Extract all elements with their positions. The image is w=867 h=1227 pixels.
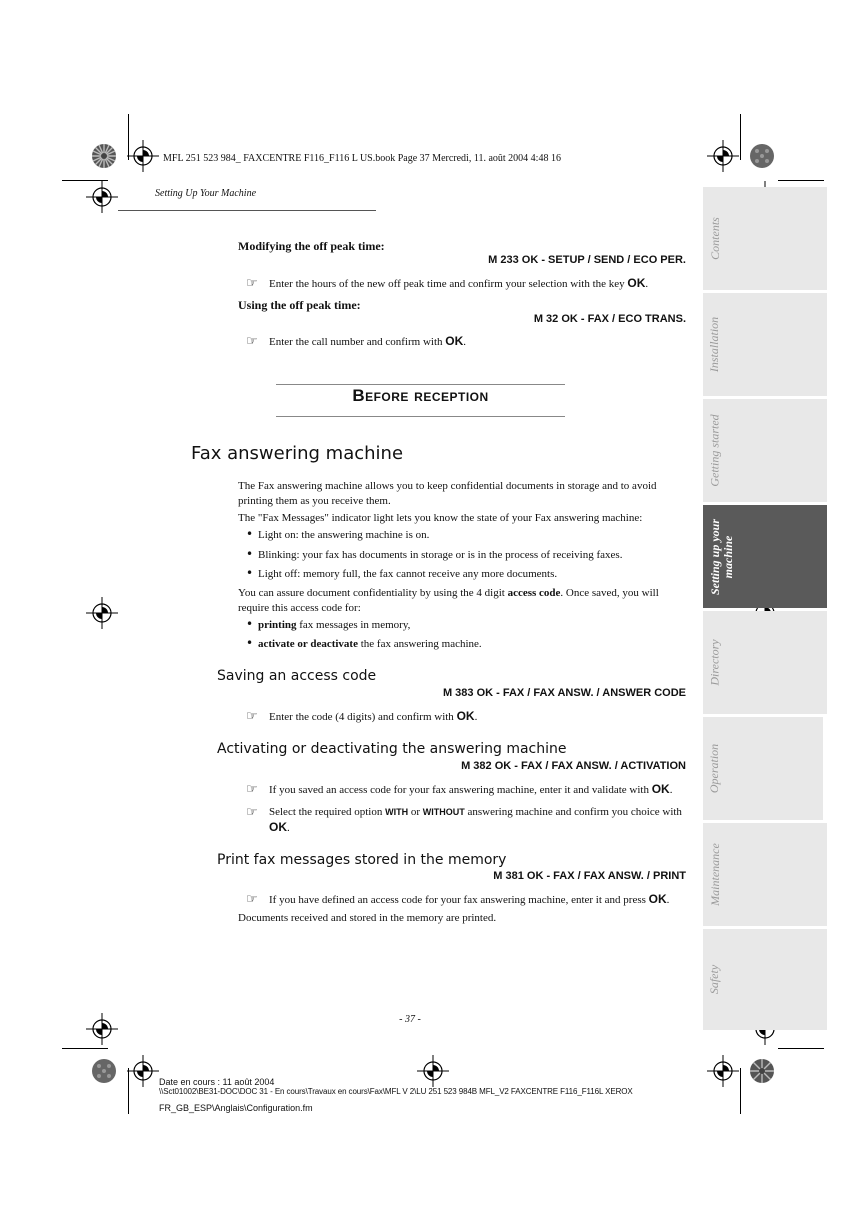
conf-text: You can assure document confidentiality by using the 4 digit [238,587,505,599]
option-without: WITHOUT [422,807,465,817]
pointing-hand-icon: ☞ [246,782,258,797]
activate-command: M 382 OK - FAX / FAX ANSW. / ACTIVATION [461,760,686,772]
state-light-on: Light on: the answering machine is on. [258,529,430,541]
bullet-dot: • [246,566,254,580]
pointing-hand-icon: ☞ [246,276,258,291]
running-header: Setting Up Your Machine [155,188,257,199]
tab-label-safety: Safety [707,964,722,995]
state-blinking: Blinking: your fax has documents in storage or is in the process of receiving faxes. [258,549,623,561]
state-light-off: Light off: memory full, the fax cannot receive any more documents. [258,568,558,580]
fam-intro: The Fax answering machine allows you to keep confidential documents in storage and to avoid printing them as you receive them. [238,480,657,507]
subsection-title: Print fax messages stored in the memory [217,852,507,868]
fam-intro-indicator: The "Fax Messages" indicator light lets you know the state of your Fax answering machine: [238,512,643,524]
tab-label-line: machine [721,535,735,578]
chapter-rule-bottom [276,416,565,417]
tab-label-directory: Directory [707,639,722,686]
tab-label-operation: Operation [707,743,722,794]
crop-line [778,1048,824,1049]
modify-offpeak-command: M 233 OK - SETUP / SEND / ECO PER. [488,254,686,266]
ok-key: OK [269,820,287,834]
save-code-step: Enter the code (4 digits) and confirm with OK. [269,709,478,723]
step-text: Enter the call number and confirm with [269,336,443,348]
step-text: answering machine and confirm you choice with [464,806,682,818]
crosshair-icon [707,140,739,172]
book-info-line: MFL 251 523 984_ FAXCENTRE F116_F116 L US.book Page 37 Mercredi, 11. août 2004 4:48 16 [163,153,561,164]
chapter-rule-top [276,384,565,385]
ok-key: OK [627,276,646,290]
pointing-hand-icon: ☞ [246,805,258,820]
tab-label-contents: Contents [707,217,722,260]
step-text: Select the required option [269,806,383,818]
tab-label-maintenance: Maintenance [707,843,722,906]
option-with: WITH [385,807,409,817]
crosshair-icon [707,1055,739,1087]
use-printing [258,618,410,633]
subsection-title: Activating or deactivating the answering machine [217,741,567,757]
tab-label-getting-started: Getting started [707,414,722,487]
step-text: If you saved an access code for your fax answering machine, enter it and validate with [269,784,649,796]
section-title: Fax answering machine [191,443,404,464]
footer-date: Date en cours : 11 août 2004 [159,1077,275,1087]
page-number: - 37 - [399,1014,421,1025]
pointing-hand-icon: ☞ [246,334,258,349]
step-text: If you have defined an access code for your fax answering machine, enter it and press [269,894,646,906]
print-command: M 381 OK - FAX / FAX ANSW. / PRINT [493,870,686,882]
pointing-hand-icon: ☞ [246,892,258,907]
conf-text: . Once saved, you will require this access code for: [238,587,659,614]
print-step: If you have defined an access code for your fax answering machine, enter it and press OK. [269,892,670,906]
crosshair-icon [86,1013,118,1045]
bullet-dot: • [246,617,254,631]
bullet-dot: • [246,547,254,561]
tab-label-installation: Installation [707,316,722,373]
access-code-term: access code [507,587,561,599]
pointing-hand-icon: ☞ [246,709,258,724]
tab-label-line: Setting up your [708,518,722,595]
crop-line [740,1068,741,1114]
ok-key: OK [651,782,670,796]
modify-offpeak-step: Enter the hours of the new off peak time and confirm your selection with the key OK. [269,276,649,290]
print-note: Documents received and stored in the memory are printed. [238,912,497,924]
step-text: Enter the code (4 digits) and confirm with [269,711,454,723]
save-code-command: M 383 OK - FAX / FAX ANSW. / ANSWER CODE [442,687,686,699]
crosshair-icon [127,1055,159,1087]
use-offpeak-step: Enter the call number and confirm with OK. [269,334,466,348]
crop-line [62,1048,108,1049]
chapter-title: Before reception [352,386,489,405]
use-bold: printing [258,619,297,631]
crosshair-icon [86,181,118,213]
bullet-dot: • [246,636,254,650]
use-bold: activate or deactivate [258,638,358,650]
use-offpeak-heading: Using the off peak time: [238,298,361,312]
ok-key: OK [456,709,475,723]
bullet-dot: • [246,527,254,541]
crosshair-icon [86,597,118,629]
color-wheel-icon [91,1058,117,1084]
subsection-title: Saving an access code [217,668,377,684]
fam-confidentiality [238,586,688,616]
step-text: or [408,806,423,818]
step-text: Enter the hours of the new off peak time and confirm your selection with the key [269,278,625,290]
footer-path-continued: FR_GB_ESP\Anglais\Configuration.fm [159,1103,313,1113]
use-offpeak-command: M 32 OK - FAX / ECO TRANS. [533,313,686,325]
color-wheel-icon [749,143,775,169]
use-activate [258,637,482,652]
header-rule [118,210,376,211]
crop-line [778,180,824,181]
color-wheel-icon [91,143,117,169]
color-wheel-icon [749,1058,775,1084]
modify-offpeak-heading: Modifying the off peak time: [238,239,385,253]
tab-label-setting-up [709,518,735,594]
ok-key: OK [648,892,667,906]
activate-step-2: Select the required option WITH or WITHOUT answering machine and confirm you choice with OK. [269,806,682,834]
crop-line [740,114,741,160]
footer-path: \\Sct01002\BE31-DOC\DOC 31 - En cours\Travaux en cours\Fax\MFL V 2\LU 251 523 984B MFL_V2 FAXCENTRE F116_F116L XEROX [159,1087,633,1096]
use-rest: fax messages in memory, [296,619,411,631]
crosshair-icon [127,140,159,172]
ok-key: OK [445,334,464,348]
crosshair-icon [417,1055,449,1087]
use-rest: the fax answering machine. [357,638,482,650]
activate-step-1: If you saved an access code for your fax answering machine, enter it and validate with OK. [269,782,673,796]
